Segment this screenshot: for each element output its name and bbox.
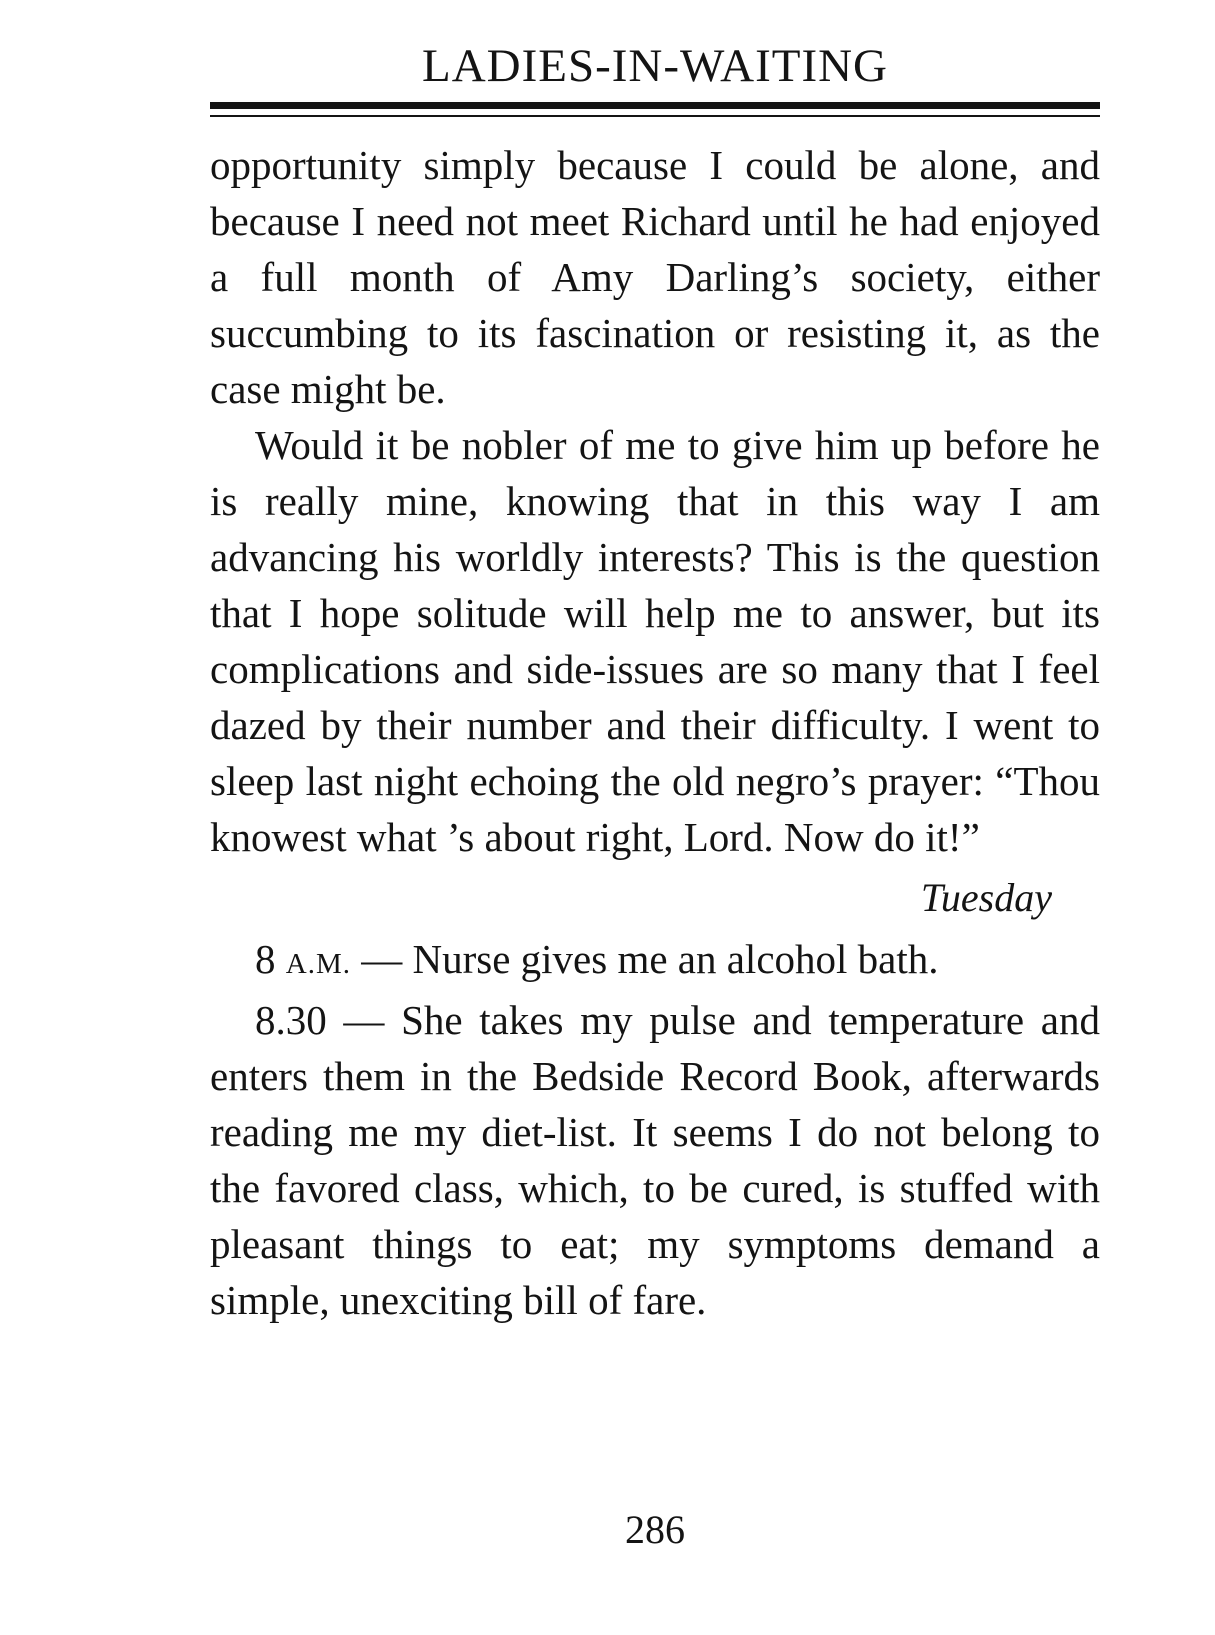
paragraph-question: Would it be nobler of me to give him up before he is really mine, knowing that in this way I am advancing his worldly interests? This is the question that I hope solitude will help me to answer, but its complications and side-issues are so many that I feel dazed by their number and their difficulty. I went to sleep last night echoing the old negro’s prayer: “Thou knowest what ’s about right, Lord. Now do it!” <box>210 422 1100 860</box>
page-number: 286 <box>625 1507 685 1552</box>
running-header: LADIES-IN-WAITING <box>422 40 888 92</box>
entry-time: 8 <box>255 936 276 982</box>
header-rule-thick <box>210 102 1100 109</box>
body-text <box>210 137 1100 1328</box>
paragraph-continuation: opportunity simply because I could be alone, and because I need not meet Richard until he had enjoyed a full month of Amy Darling’s society, either succumbing to its fascination or resisting it, as the case might be. <box>210 142 1100 412</box>
entry-text: — Nurse gives me an alcohol bath. <box>350 936 939 982</box>
header-rule-thin <box>210 115 1100 117</box>
diary-entry-8am <box>210 931 1100 992</box>
entry-meridiem: A.M. <box>285 948 351 980</box>
diary-entry-830: 8.30 — She takes my pulse and temperature and enters them in the Bedside Record Book, afterwards reading me my diet-list. It seems I do not belong to the favored class, which, to be cured, is stuffed with pleasant things to eat; my symptoms demand a simple, unexciting bill of fare. <box>210 997 1100 1323</box>
diary-dateline: Tuesday <box>920 875 1052 920</box>
